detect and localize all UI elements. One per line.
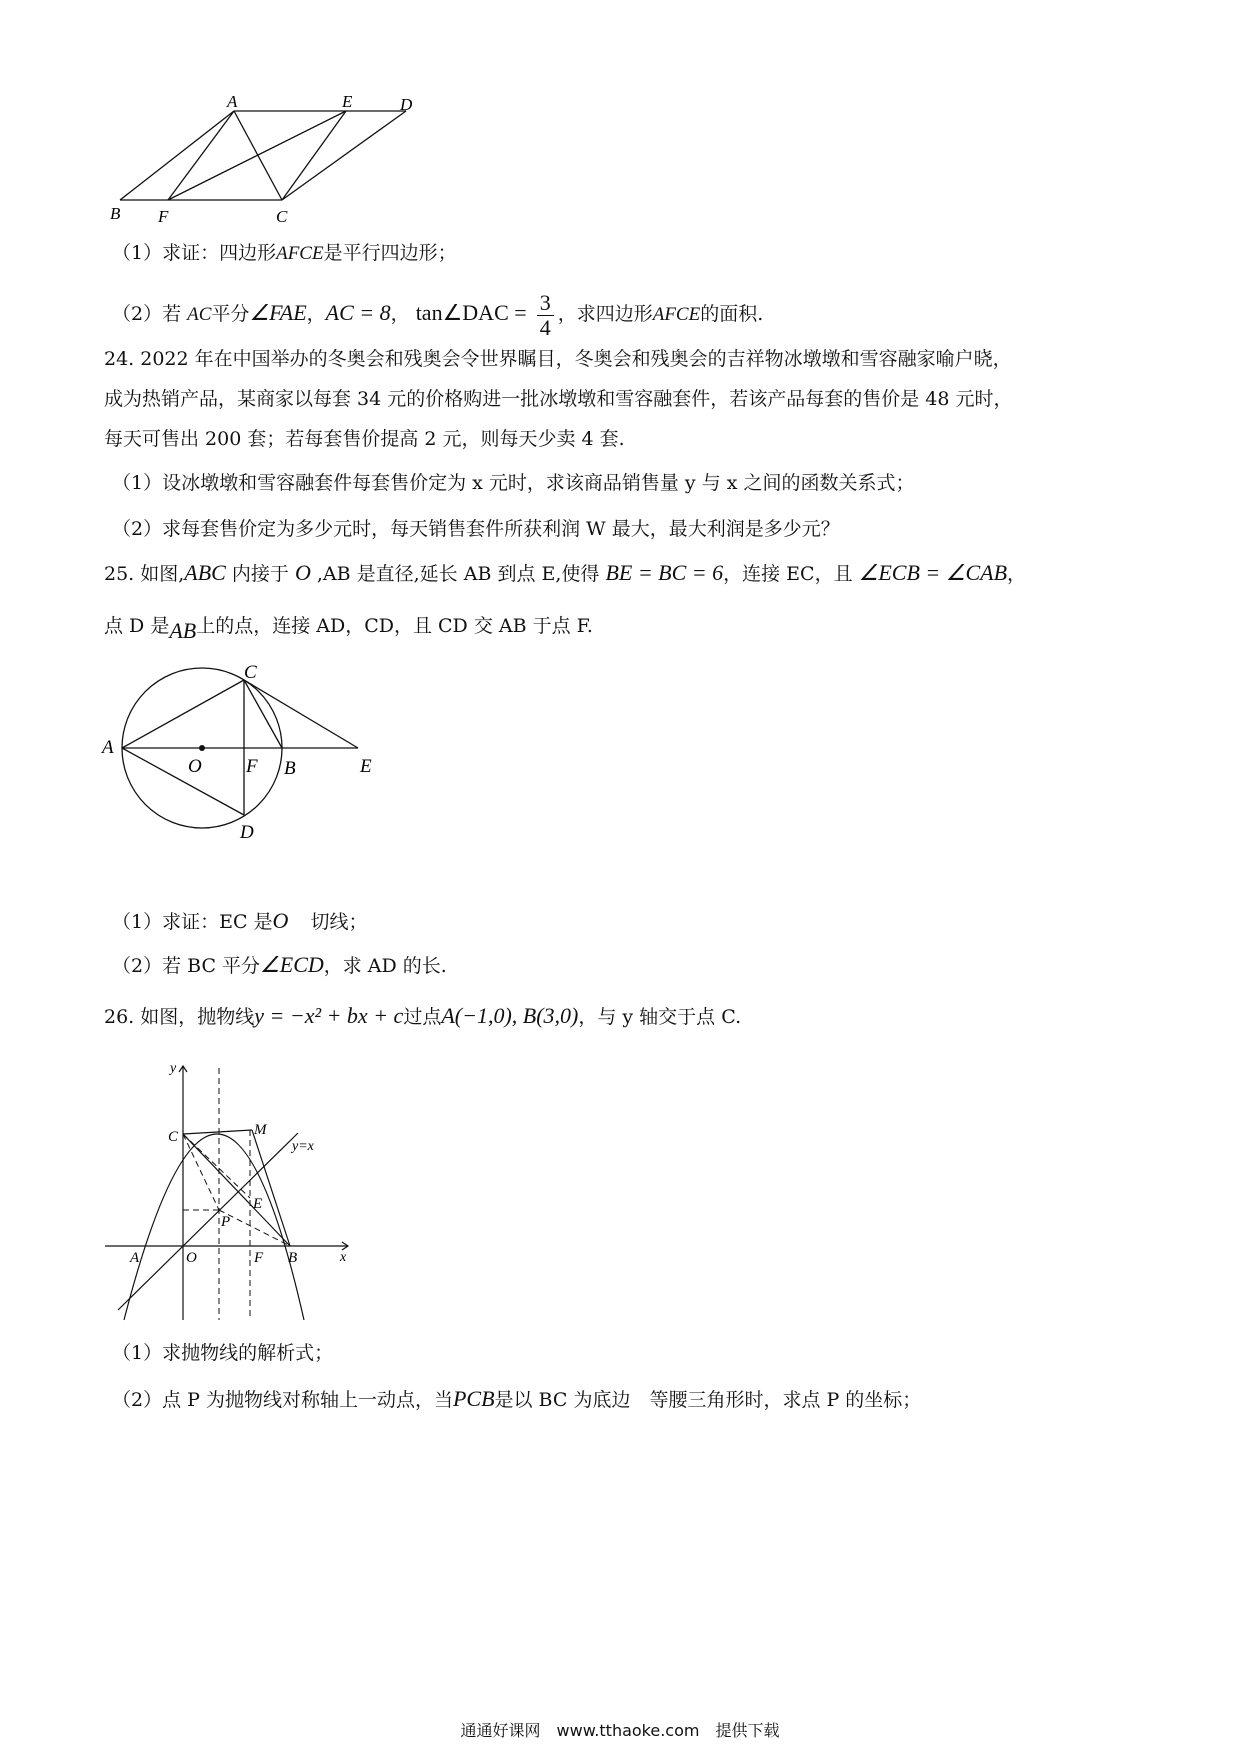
- q26-label-x: x: [340, 1250, 347, 1265]
- q26-label-y: y: [170, 1061, 177, 1076]
- q26-label-m: M: [254, 1122, 267, 1138]
- q23-parallelogram-figure: [110, 92, 430, 232]
- q24-line3: 每天可售出 200 套；若每套售价提高 2 元，则每天少卖 4 套.: [104, 428, 625, 450]
- q23-part2: （2）若 AC平分∠FAE，AC = 8， tan∠DAC = $\frac{3}{4}$ ，求四边形AFCE的面积.: [112, 289, 764, 340]
- q25-label-f: F: [246, 756, 258, 777]
- q25-circle-figure: [96, 660, 396, 850]
- q23-part1: （1）求证：四边形AFCE是平行四边形；: [112, 242, 457, 264]
- q25-label-c: C: [244, 662, 257, 683]
- q26-label-b: B: [288, 1250, 298, 1266]
- q26-label-c: C: [168, 1129, 179, 1145]
- q26-label-p: P: [221, 1214, 231, 1230]
- page-footer: 通通好课网 www.tthaoke.com 提供下载: [460, 1721, 780, 1740]
- q26-label-f: F: [254, 1250, 264, 1266]
- q23-label-a: A: [227, 92, 238, 111]
- q25-label-e: E: [360, 756, 372, 777]
- q25-label-a: A: [102, 737, 114, 758]
- q26-label-e: E: [253, 1196, 263, 1212]
- q24-line1: 24. 2022 年在中国举办的冬奥会和残奥会令世界瞩目，冬奥会和残奥会的吉祥物冰墩墩和雪容融家喻户晓，: [104, 348, 1012, 370]
- q25-line2: 点 D 是AB上的点，连接 AD，CD，且 CD 交 AB 于点 F.: [104, 615, 593, 643]
- q24-part1: （1）设冰墩墩和雪容融套件每套售价定为 x 元时，求该商品销售量 y 与 x 之间的函数关系式；: [112, 472, 915, 494]
- q25-label-o: O: [188, 756, 202, 777]
- q26-label-yx: y=x: [292, 1139, 314, 1154]
- q25-part2: （2）若 BC 平分∠ECD，求 AD 的长.: [112, 952, 447, 977]
- q23-label-f: F: [158, 207, 169, 226]
- q23-label-c: C: [276, 207, 288, 226]
- q25-center-dot: [199, 745, 205, 751]
- q26-part1: （1）求抛物线的解析式；: [112, 1342, 334, 1364]
- q26-part2: （2）点 P 为抛物线对称轴上一动点，当PCB是以 BC 为底边 等腰三角形时，求点 P 的坐标；: [112, 1386, 922, 1411]
- q26-parabola-figure: [100, 1058, 360, 1328]
- q25-part1: （1）求证：EC 是O 切线；: [112, 908, 368, 933]
- q23-fraction: $\frac{3}{4}$: [537, 291, 554, 340]
- q26-label-a: A: [130, 1250, 140, 1266]
- q24-line2: 成为热销产品，某商家以每套 34 元的价格购进一批冰墩墩和雪容融套件，若该产品每套的售价是 48 元时，: [104, 388, 1013, 410]
- q26-line1: 26. 如图，抛物线y = −x² + bx + c过点A(−1,0), B(3,0)，与 y 轴交于点 C.: [104, 1003, 742, 1028]
- q25-label-b: B: [284, 758, 296, 779]
- q23-label-e: E: [342, 92, 353, 111]
- q25-label-d: D: [240, 822, 254, 843]
- q26-label-o: O: [186, 1250, 197, 1266]
- q24-part2: （2）求每套售价定为多少元时，每天销售套件所获利润 W 最大，最大利润是多少元？: [112, 518, 840, 540]
- q23-label-b: B: [110, 204, 121, 223]
- q25-line1: 25. 如图,ABC 内接于 O ,AB 是直径,延长 AB 到点 E,使得 BE = BC = 6，连接 EC，且 ∠ECB = ∠CAB，: [104, 560, 1027, 585]
- q23-label-d: D: [400, 95, 413, 114]
